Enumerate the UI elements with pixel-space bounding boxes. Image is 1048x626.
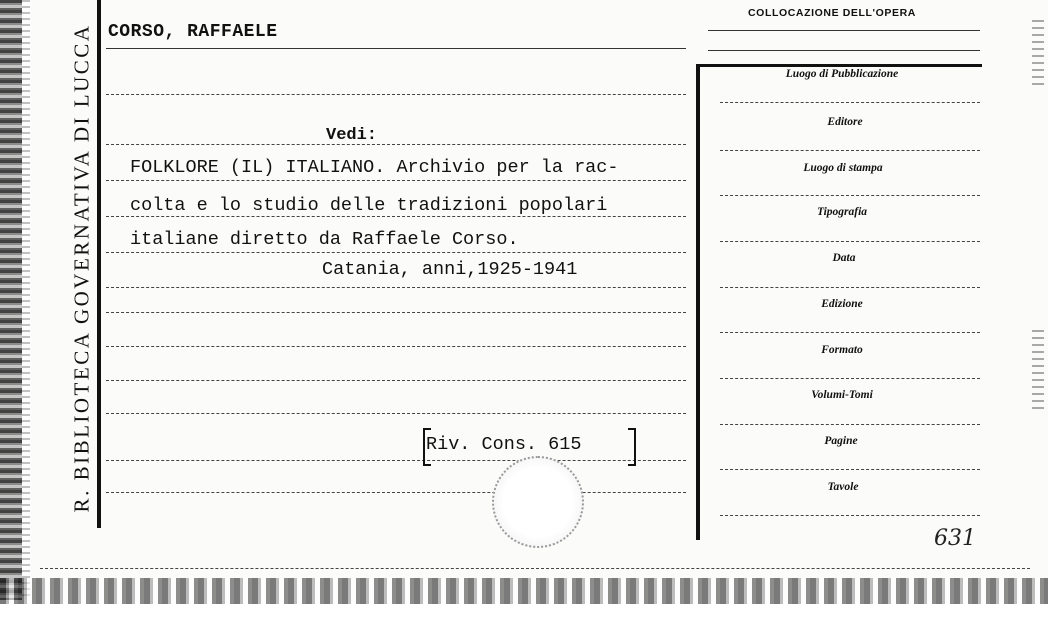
field-line bbox=[720, 195, 980, 196]
field-label-pages: Pagine bbox=[824, 435, 858, 447]
field-label-place-of-printing: Luogo di stampa bbox=[803, 162, 883, 174]
field-line bbox=[720, 515, 980, 516]
field-line bbox=[720, 102, 980, 103]
entry-line-3: italiane diretto da Raffaele Corso. bbox=[130, 229, 519, 250]
bottom-ruled-line bbox=[40, 568, 1030, 569]
entry-line-4: Catania, anni,1925-1941 bbox=[322, 259, 578, 280]
field-line bbox=[720, 241, 980, 242]
ruled-line bbox=[106, 380, 686, 381]
ruled-line bbox=[106, 312, 686, 313]
placement-line bbox=[708, 50, 980, 51]
author-heading: CORSO, RAFFAELE bbox=[108, 22, 278, 42]
ruled-line bbox=[106, 346, 686, 347]
shelfmark: Riv. Cons. 615 bbox=[426, 434, 582, 455]
card-bottom-edge bbox=[0, 578, 1048, 604]
field-line bbox=[720, 332, 980, 333]
field-label-format: Formato bbox=[821, 344, 863, 356]
field-label-plates: Tavole bbox=[827, 481, 859, 493]
handwritten-number: 631 bbox=[934, 526, 976, 551]
field-line bbox=[720, 150, 980, 151]
field-label-printer: Tipografia bbox=[816, 206, 868, 218]
see-label: Vedi: bbox=[326, 126, 378, 145]
field-line bbox=[720, 378, 980, 379]
right-edge-speckle bbox=[1032, 20, 1044, 90]
scan-margin bbox=[0, 604, 1048, 626]
ruled-line bbox=[106, 252, 686, 253]
placement-header: COLLOCAZIONE DELL'OPERA bbox=[748, 7, 916, 19]
entry-line-1: FOLKLORE (IL) ITALIANO. Archivio per la rac- bbox=[130, 157, 619, 178]
field-label-edition: Edizione bbox=[821, 298, 863, 310]
ruled-line bbox=[106, 144, 686, 145]
ruled-line bbox=[106, 180, 686, 181]
library-name: R. BIBLIOTECA GOVERNATIVA DI LUCCA bbox=[69, 23, 94, 513]
field-line bbox=[720, 424, 980, 425]
entry-line-2: colta e lo studio delle tradizioni popolari bbox=[130, 195, 608, 216]
field-label-volumes: Volumi-Tomi bbox=[811, 389, 873, 401]
card-left-edge-texture bbox=[22, 0, 30, 600]
fields-box-top bbox=[700, 64, 982, 67]
card-left-edge bbox=[0, 0, 22, 600]
fields-box-rule bbox=[696, 64, 700, 540]
right-edge-speckle bbox=[1032, 330, 1044, 410]
ruled-line bbox=[106, 460, 686, 461]
library-stamp bbox=[492, 456, 584, 548]
ruled-line bbox=[106, 413, 686, 414]
field-label-date: Data bbox=[832, 252, 856, 264]
placement-line bbox=[708, 30, 980, 31]
field-label-publisher: Editore bbox=[827, 116, 863, 128]
ruled-line bbox=[106, 94, 686, 95]
field-line bbox=[720, 287, 980, 288]
ruled-line bbox=[106, 216, 686, 217]
author-line bbox=[106, 48, 686, 49]
left-margin-rule bbox=[97, 0, 101, 528]
ruled-line bbox=[106, 287, 686, 288]
field-line bbox=[720, 469, 980, 470]
field-label-place-of-publication: Luogo di Pubblicazione bbox=[785, 68, 899, 80]
ruled-line bbox=[106, 492, 686, 493]
shelfmark-bracket-right bbox=[628, 428, 636, 466]
